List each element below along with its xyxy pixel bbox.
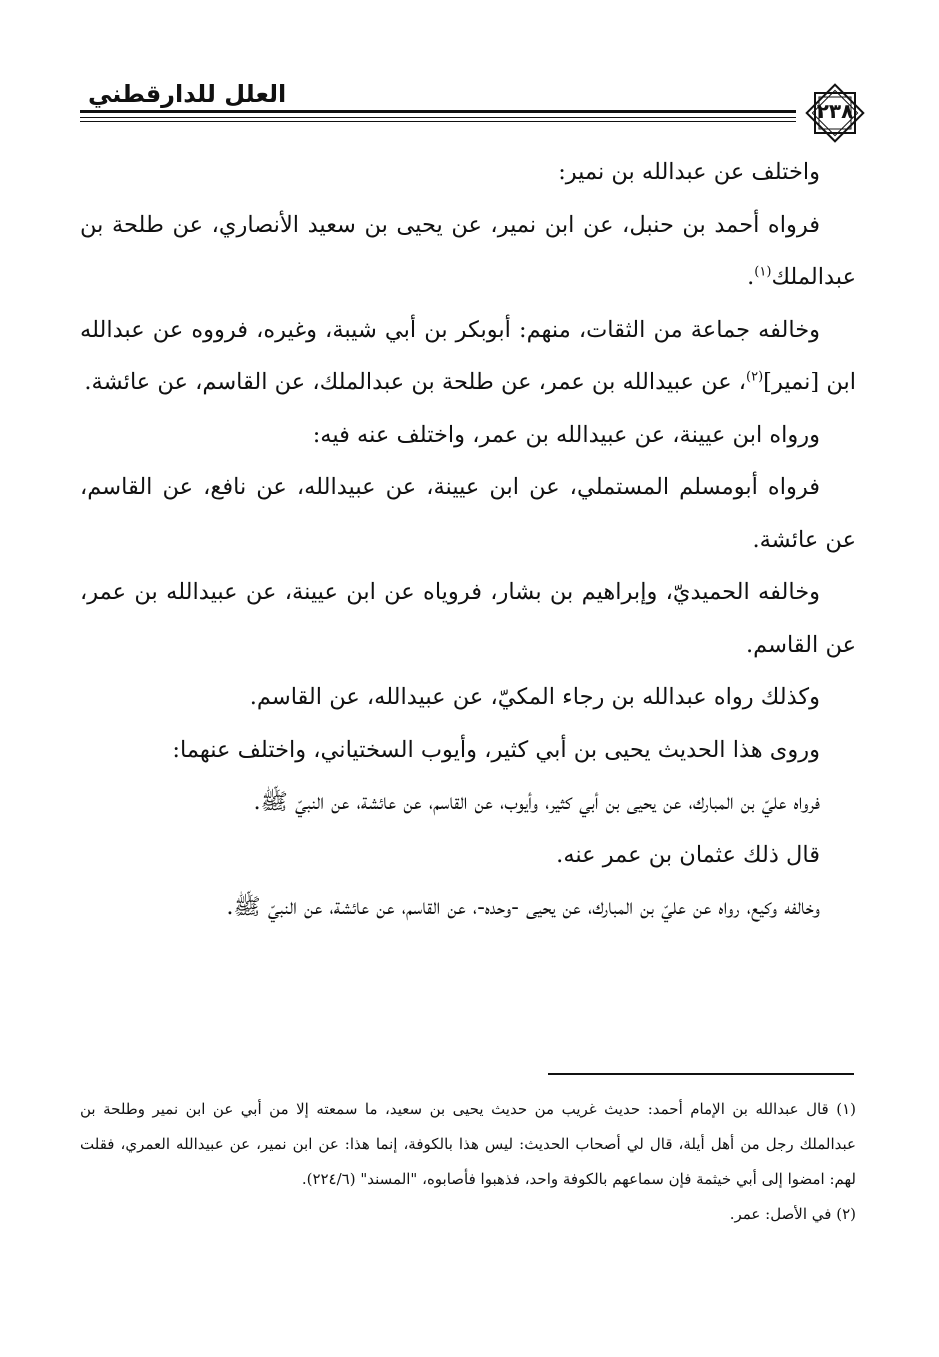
footnote: (٢) في الأصل: عمر. (729, 1205, 856, 1223)
page-number-badge (802, 80, 868, 146)
page-number: ٢٣٨ (816, 99, 854, 123)
paragraph: وروى هذا الحديث يحيى بن أبي كثير، وأيوب السختياني، واختلف عنهما: (172, 736, 820, 763)
paragraph (80, 199, 856, 304)
paragraph: وخالفه الحميديّ، وإبراهيم بن بشار، فروياه عن ابن عيينة، عن عبيدالله بن عمر، عن القاسم. (80, 579, 856, 658)
header-rule (80, 121, 796, 122)
footnote-ref: (١) (754, 264, 772, 280)
header-rule (80, 110, 796, 113)
paragraph: وخالفه وكيع، رواه عن عليّ بن المبارك، عن يحيى -وحده-، عن القاسم، عن عائشة، عن النبيّ ﷺ. (226, 894, 820, 920)
paragraph-text: وخالفه جماعة من الثقات، منهم: أبوبكر بن أبي شيبة، وغيره، فرووه عن عبدالله ابن [نمير] (80, 316, 856, 395)
footnote: (١) قال عبدالله بن الإمام أحمد: حديث غريب من حديث يحيى بن سعيد، ما سمعته إلا من أبي عن ابن نمير وطلحة بن عبدالملك رجل من أهل أيلة، قال لي أصحاب الحديث: ليس هذا بالكوفة، إنما هذا: عن ابن نمير، عن عبيدالله العمري، فقلت لهم: امضوا إلى أبي خيثمة فإن سماعهم بالكوفة واحد، فذهبوا فأصابوه، "المسند" (٢٢٤/٦). (80, 1100, 856, 1188)
paragraph: فرواه أبومسلم المستملي، عن ابن عيينة، عن عبيدالله، عن نافع، عن القاسم، عن عائشة. (80, 474, 856, 553)
footnotes (80, 1092, 856, 1232)
paragraph-text: . (747, 264, 755, 290)
paragraph-text: فرواه أحمد بن حنبل، عن ابن نمير، عن يحيى بن سعيد الأنصاري، عن طلحة بن عبدالملك (80, 211, 856, 290)
footnote-separator (548, 1073, 854, 1075)
paragraph-text: ، عن عبيدالله بن عمر، عن طلحة بن عبدالملك، عن القاسم، عن عائشة. (84, 369, 747, 395)
paragraph: وكذلك رواه عبدالله بن رجاء المكيّ، عن عبيدالله، عن القاسم. (249, 684, 820, 710)
paragraph: قال ذلك عثمان بن عمر عنه. (556, 841, 820, 868)
paragraph (80, 304, 856, 409)
page-header (78, 76, 868, 146)
page-body (80, 146, 856, 934)
paragraph: فرواه عليّ بن المبارك، عن يحيى بن أبي كثير، وأيوب، عن القاسم، عن عائشة، عن النبيّ ﷺ. (253, 789, 820, 815)
paragraph: واختلف عن عبدالله بن نمير: (558, 159, 820, 185)
footnote-ref: (٢) (746, 369, 764, 385)
book-title: العلل للدارقطني (88, 80, 287, 108)
paragraph: ورواه ابن عيينة، عن عبيدالله بن عمر، واختلف عنه فيه: (312, 421, 820, 448)
header-rule (80, 117, 796, 118)
